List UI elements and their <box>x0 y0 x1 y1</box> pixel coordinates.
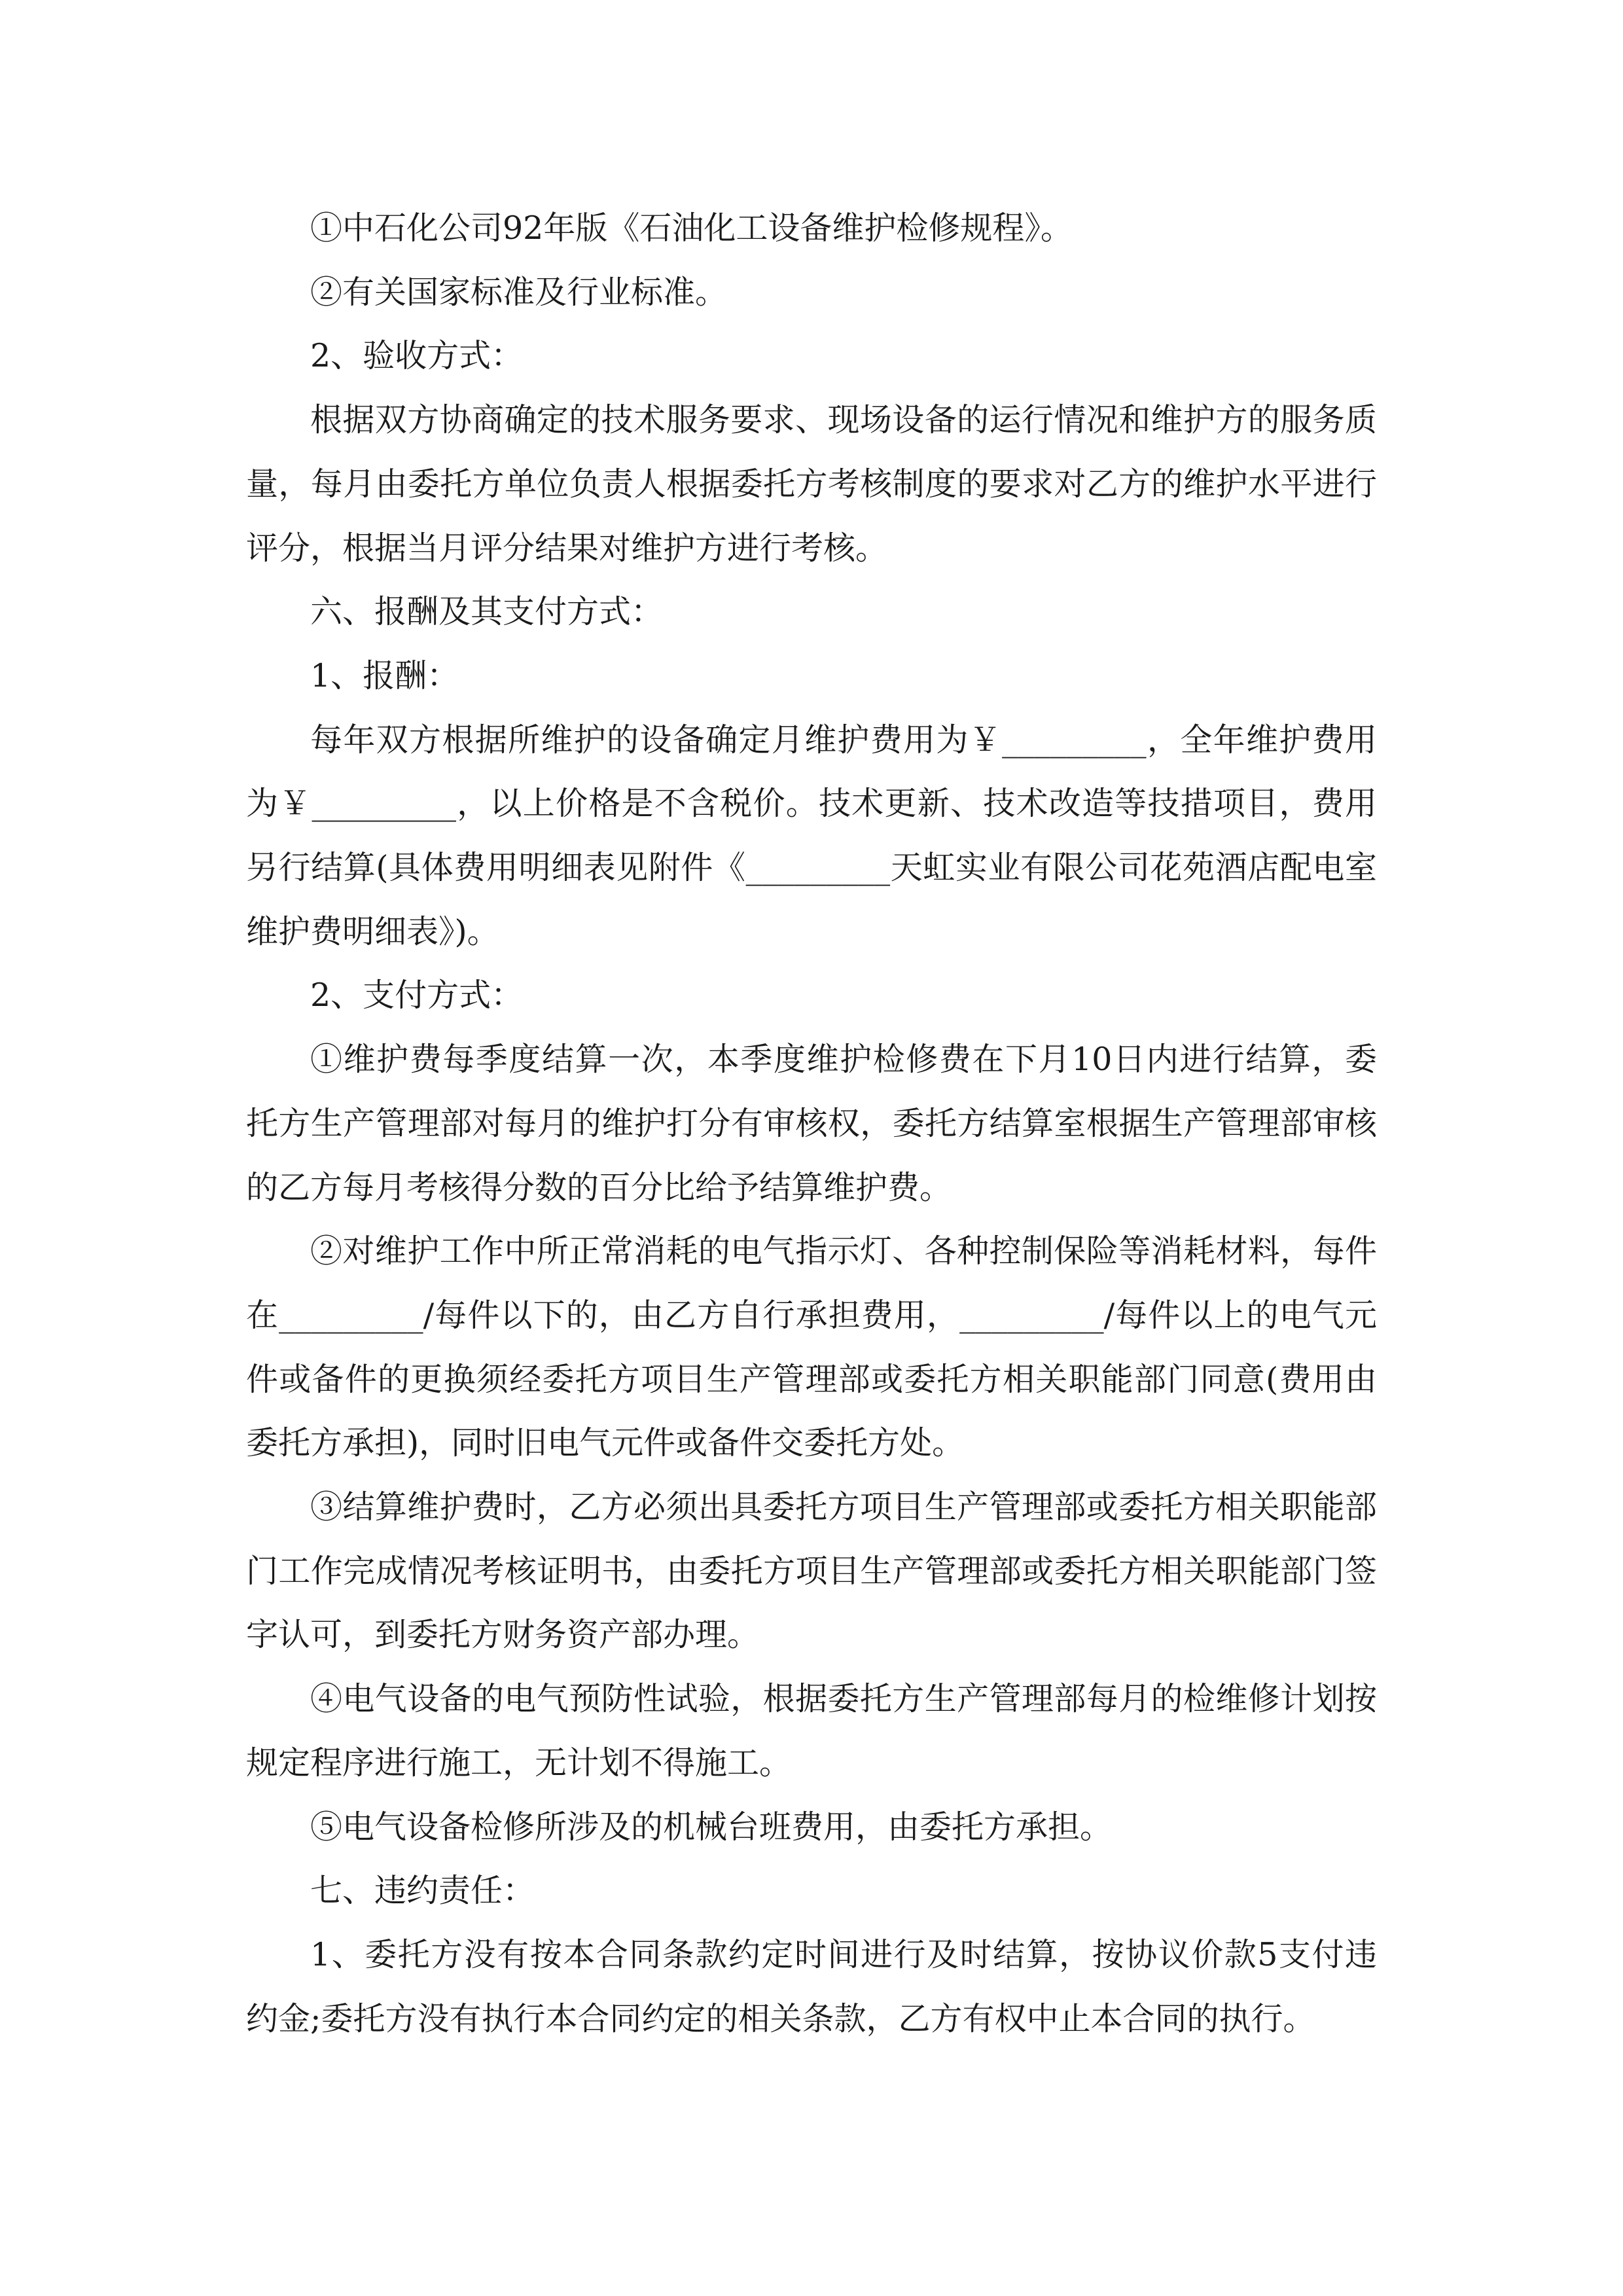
heading-remuneration: 1、报酬： <box>310 656 459 694</box>
heading-payment-method: 2、支付方式： <box>310 977 524 1014</box>
heading-acceptance-method: 2、验收方式： <box>310 337 524 375</box>
paragraph-payment-5: ⑤电气设备检修所涉及的机械台班费用，由委托方承担。 <box>310 1808 1113 1846</box>
document-body <box>246 196 1377 2051</box>
paragraph-standard-sinopec: ①中石化公司92年版《石油化工设备维护检修规程》。 <box>310 209 1073 247</box>
heading-section-seven: 七、违约责任： <box>310 1872 535 1910</box>
paragraph-acceptance-detail: 根据双方协商确定的技术服务要求、现场设备的运行情况和维护方的服务质量，每月由委托方单位负责人根据委托方考核制度的要求对乙方的维护水平进行评分，根据当月评分结果对维护方进行考核。 <box>246 401 1377 567</box>
paragraph-payment-4: ④电气设备的电气预防性试验，根据委托方生产管理部每月的检维修计划按规定程序进行施工，无计划不得施工。 <box>246 1680 1377 1782</box>
heading-section-six: 六、报酬及其支付方式： <box>310 593 664 631</box>
paragraph-standard-national: ②有关国家标准及行业标准。 <box>310 273 728 311</box>
paragraph-payment-2: ②对维护工作中所正常消耗的电气指示灯、各种控制保险等消耗材料，每件在_________/每件以下的，由乙方自行承担费用，_________/每件以上的电气元件或备件的更换须经委托方项目生产管理部或委托方相关职能部门同意(费用由委托方承担)，同时旧电气元件或备件交委托方处。 <box>246 1232 1377 1462</box>
paragraph-payment-1: ①维护费每季度结算一次，本季度维护检修费在下月10日内进行结算，委托方生产管理部对每月的维护打分有审核权，委托方结算室根据生产管理部审核的乙方每月考核得分数的百分比给予结算维护费。 <box>246 1041 1377 1206</box>
paragraph-remuneration-detail: 每年双方根据所维护的设备确定月维护费用为￥_________，全年维护费用为￥_________，以上价格是不含税价。技术更新、技术改造等技措项目，费用另行结算(具体费用明细表见附件《_________天虹实业有限公司花苑酒店配电室维护费明细表》)。 <box>246 721 1377 950</box>
paragraph-payment-3: ③结算维护费时，乙方必须出具委托方项目生产管理部或委托方相关职能部门工作完成情况考核证明书，由委托方项目生产管理部或委托方相关职能部门签字认可，到委托方财务资产部办理。 <box>246 1488 1377 1654</box>
paragraph-liability-1: 1、委托方没有按本合同条款约定时间进行及时结算，按协议价款5支付违约金;委托方没有执行本合同约定的相关条款，乙方有权中止本合同的执行。 <box>246 1935 1377 2037</box>
